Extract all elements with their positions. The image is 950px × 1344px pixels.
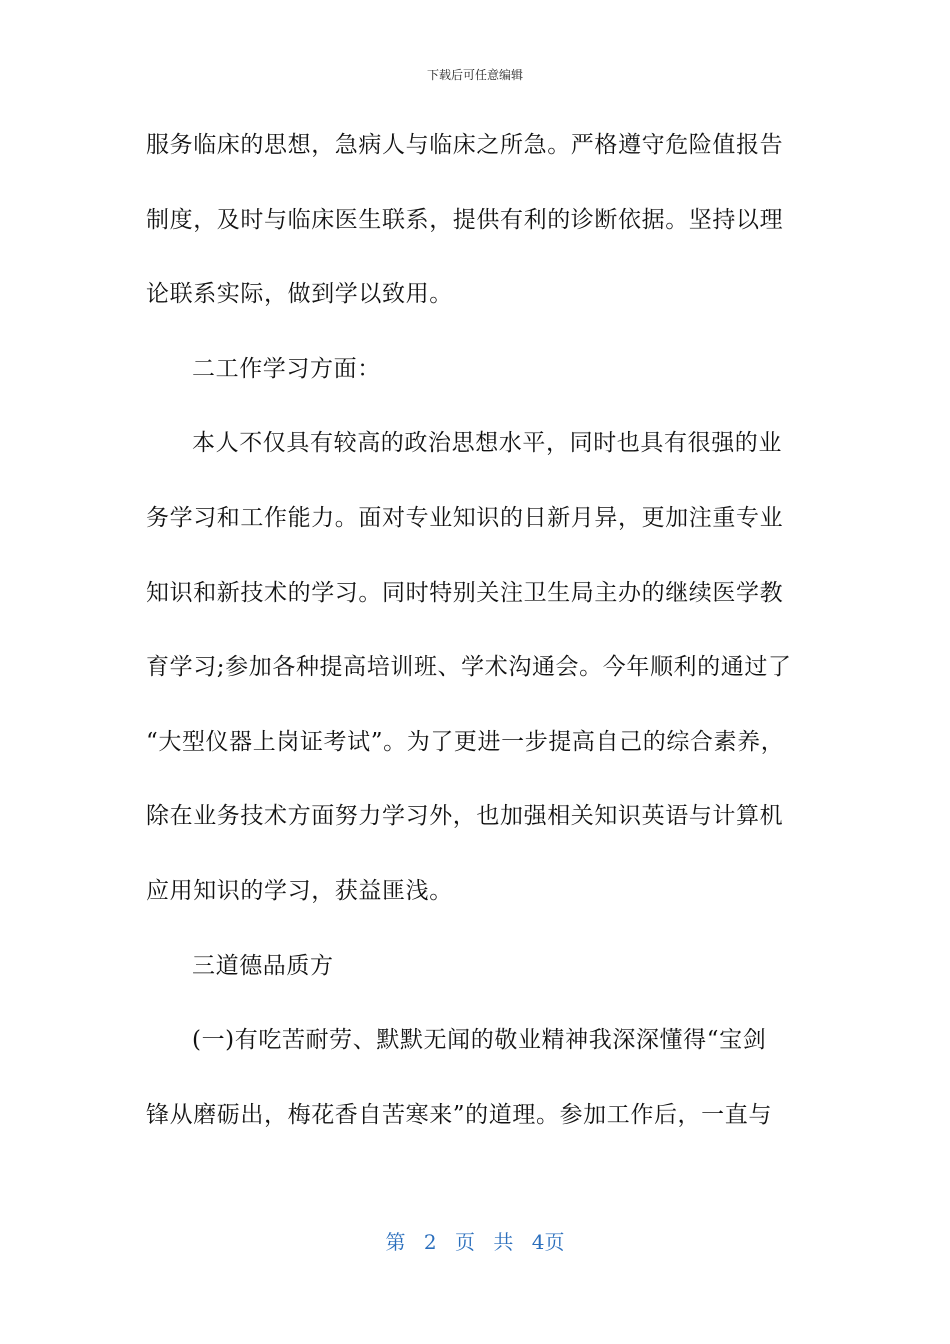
body-line-10: 除在业务技术方面努力学习外，也加强相关知识英语与计算机 [146, 803, 784, 830]
page-label-total-pre: 共 [493, 1230, 514, 1254]
page-total: 4页 [531, 1230, 565, 1254]
document-body [146, 122, 806, 1166]
header-note: 下载后可任意编辑 [426, 68, 523, 82]
body-line-13: (一)有吃苦耐劳、默默无闻的敬业精神我深深懂得“宝剑 [192, 1027, 767, 1054]
body-line-8: 育学习;参加各种提高培训班、学术沟通会。今年顺利的通过了 [146, 654, 792, 681]
page-label-mid: 页 [455, 1230, 475, 1254]
body-line-2: 制度，及时与临床医生联系，提供有利的诊断依据。坚持以理 [146, 206, 784, 233]
body-line-1: 服务临床的思想，急病人与临床之所急。严格遵守危险值报告 [146, 132, 784, 158]
body-line-11: 应用知识的学习，获益匪浅。 [146, 877, 453, 904]
page-current: 2 [423, 1230, 437, 1254]
body-line-9: “大型仪器上岗证考试”。为了更进一步提高自己的综合素养， [146, 728, 785, 755]
section-heading-work-study: 二工作学习方面： [192, 355, 381, 382]
body-line-3: 论联系实际，做到学以致用。 [146, 281, 453, 308]
body-line-14: 锋从磨砺出，梅花香自苦寒来”的道理。参加工作后，一直与 [146, 1101, 772, 1128]
body-line-7: 知识和新技术的学习。同时特别关注卫生局主办的继续医学教 [146, 579, 784, 606]
section-heading-morality: 三道德品质方 [192, 952, 334, 979]
page-label-pre: 第 [385, 1230, 406, 1254]
body-line-5: 本人不仅具有较高的政治思想水平，同时也具有很强的业 [192, 430, 782, 457]
page-footer [0, 1226, 950, 1255]
body-line-6: 务学习和工作能力。面对专业知识的日新月异，更加注重专业 [146, 504, 784, 531]
